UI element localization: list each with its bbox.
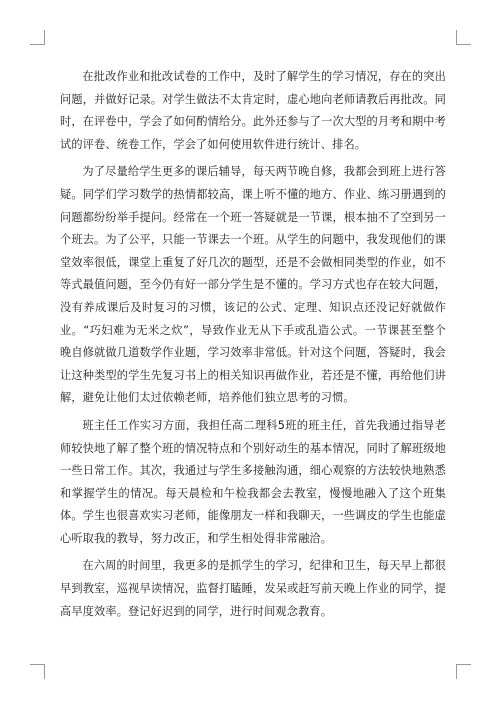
- crop-mark-top-left: [30, 30, 45, 45]
- paragraph-six-weeks: 在六周的时间里，我更多的是抓学生的学习，纪律和卫生，每天早上都很早到教室，巡视早读情况，监督打瞌睡，发呆或赶写前天晚上作业的同学，提高早度效率。登记好迟到的同学，进行时间观念教育。: [60, 559, 446, 618]
- paragraph-grading: 在批改作业和批改试卷的工作中，及时了解学生的学习情况，存在的突出问题，并做好记录。对学生做法不太肯定时，虚心地向老师请教后再批改。同时，在评卷中，学会了如何酌情给分。此外还参与了一次大型的月考和期中考试的评卷、统卷工作，学会了如何使用软件进行统计、排名。: [60, 70, 446, 151]
- document-body: [60, 66, 446, 628]
- paragraph-tutoring: 为了尽量给学生更多的课后辅导，每天两节晚自修，我都会到班上进行答疑。同学们学习数学的热情都较高，课上听不懂的地方、作业、练习册遇到的问题都纷纷举手提问。经常在一个班一答疑就是一节课，根本抽不了空到另一个班去。为了公平，只能一节课去一个班。从学生的问题中，我发现他们的课堂效率很低，课堂上重复了好几次的题型，还是不会做相同类型的作业，如不等式最值问题，至今仍有好一部分学生是不懂的。学习方式也存在较大问题，没有养成课后及时复习的习惯，该记的公式、定理、知识点还没记好就做作业。“巧妇难为无米之炊”，导致作业无从下手或乱造公式。一节课甚至整个晚自修就做几道数学作业题，学习效率非常低。针对这个问题，答疑时，我会让这种类型的学生先复习书上的相关知识再做作业，若还是不懂，再给他们讲解，避免让他们太过依赖老师，培养他们独立思考的习惯。: [60, 165, 446, 405]
- crop-mark-bottom-left: [30, 664, 45, 679]
- crop-mark-bottom-right: [456, 664, 471, 679]
- crop-mark-top-right: [456, 30, 471, 45]
- paragraph-head-teacher: 班主任工作实习方面，我担任高二理科5班的班主任，首先我通过指导老师较快地了解了整个班的情况特点和个别好动生的基本情况，同时了解班级地一些日常工作。其次，我通过与学生多接触沟通，细心观察的方法较快地熟悉和掌握学生的情况。每天晨检和午检我都会去教室，慢慢地融入了这个班集体。学生也很喜欢实习老师，能像朋友一样和我聊天，一些调皮的学生也能虚心听取我的教导，努力改正，和学生相处得非常融洽。: [60, 418, 446, 545]
